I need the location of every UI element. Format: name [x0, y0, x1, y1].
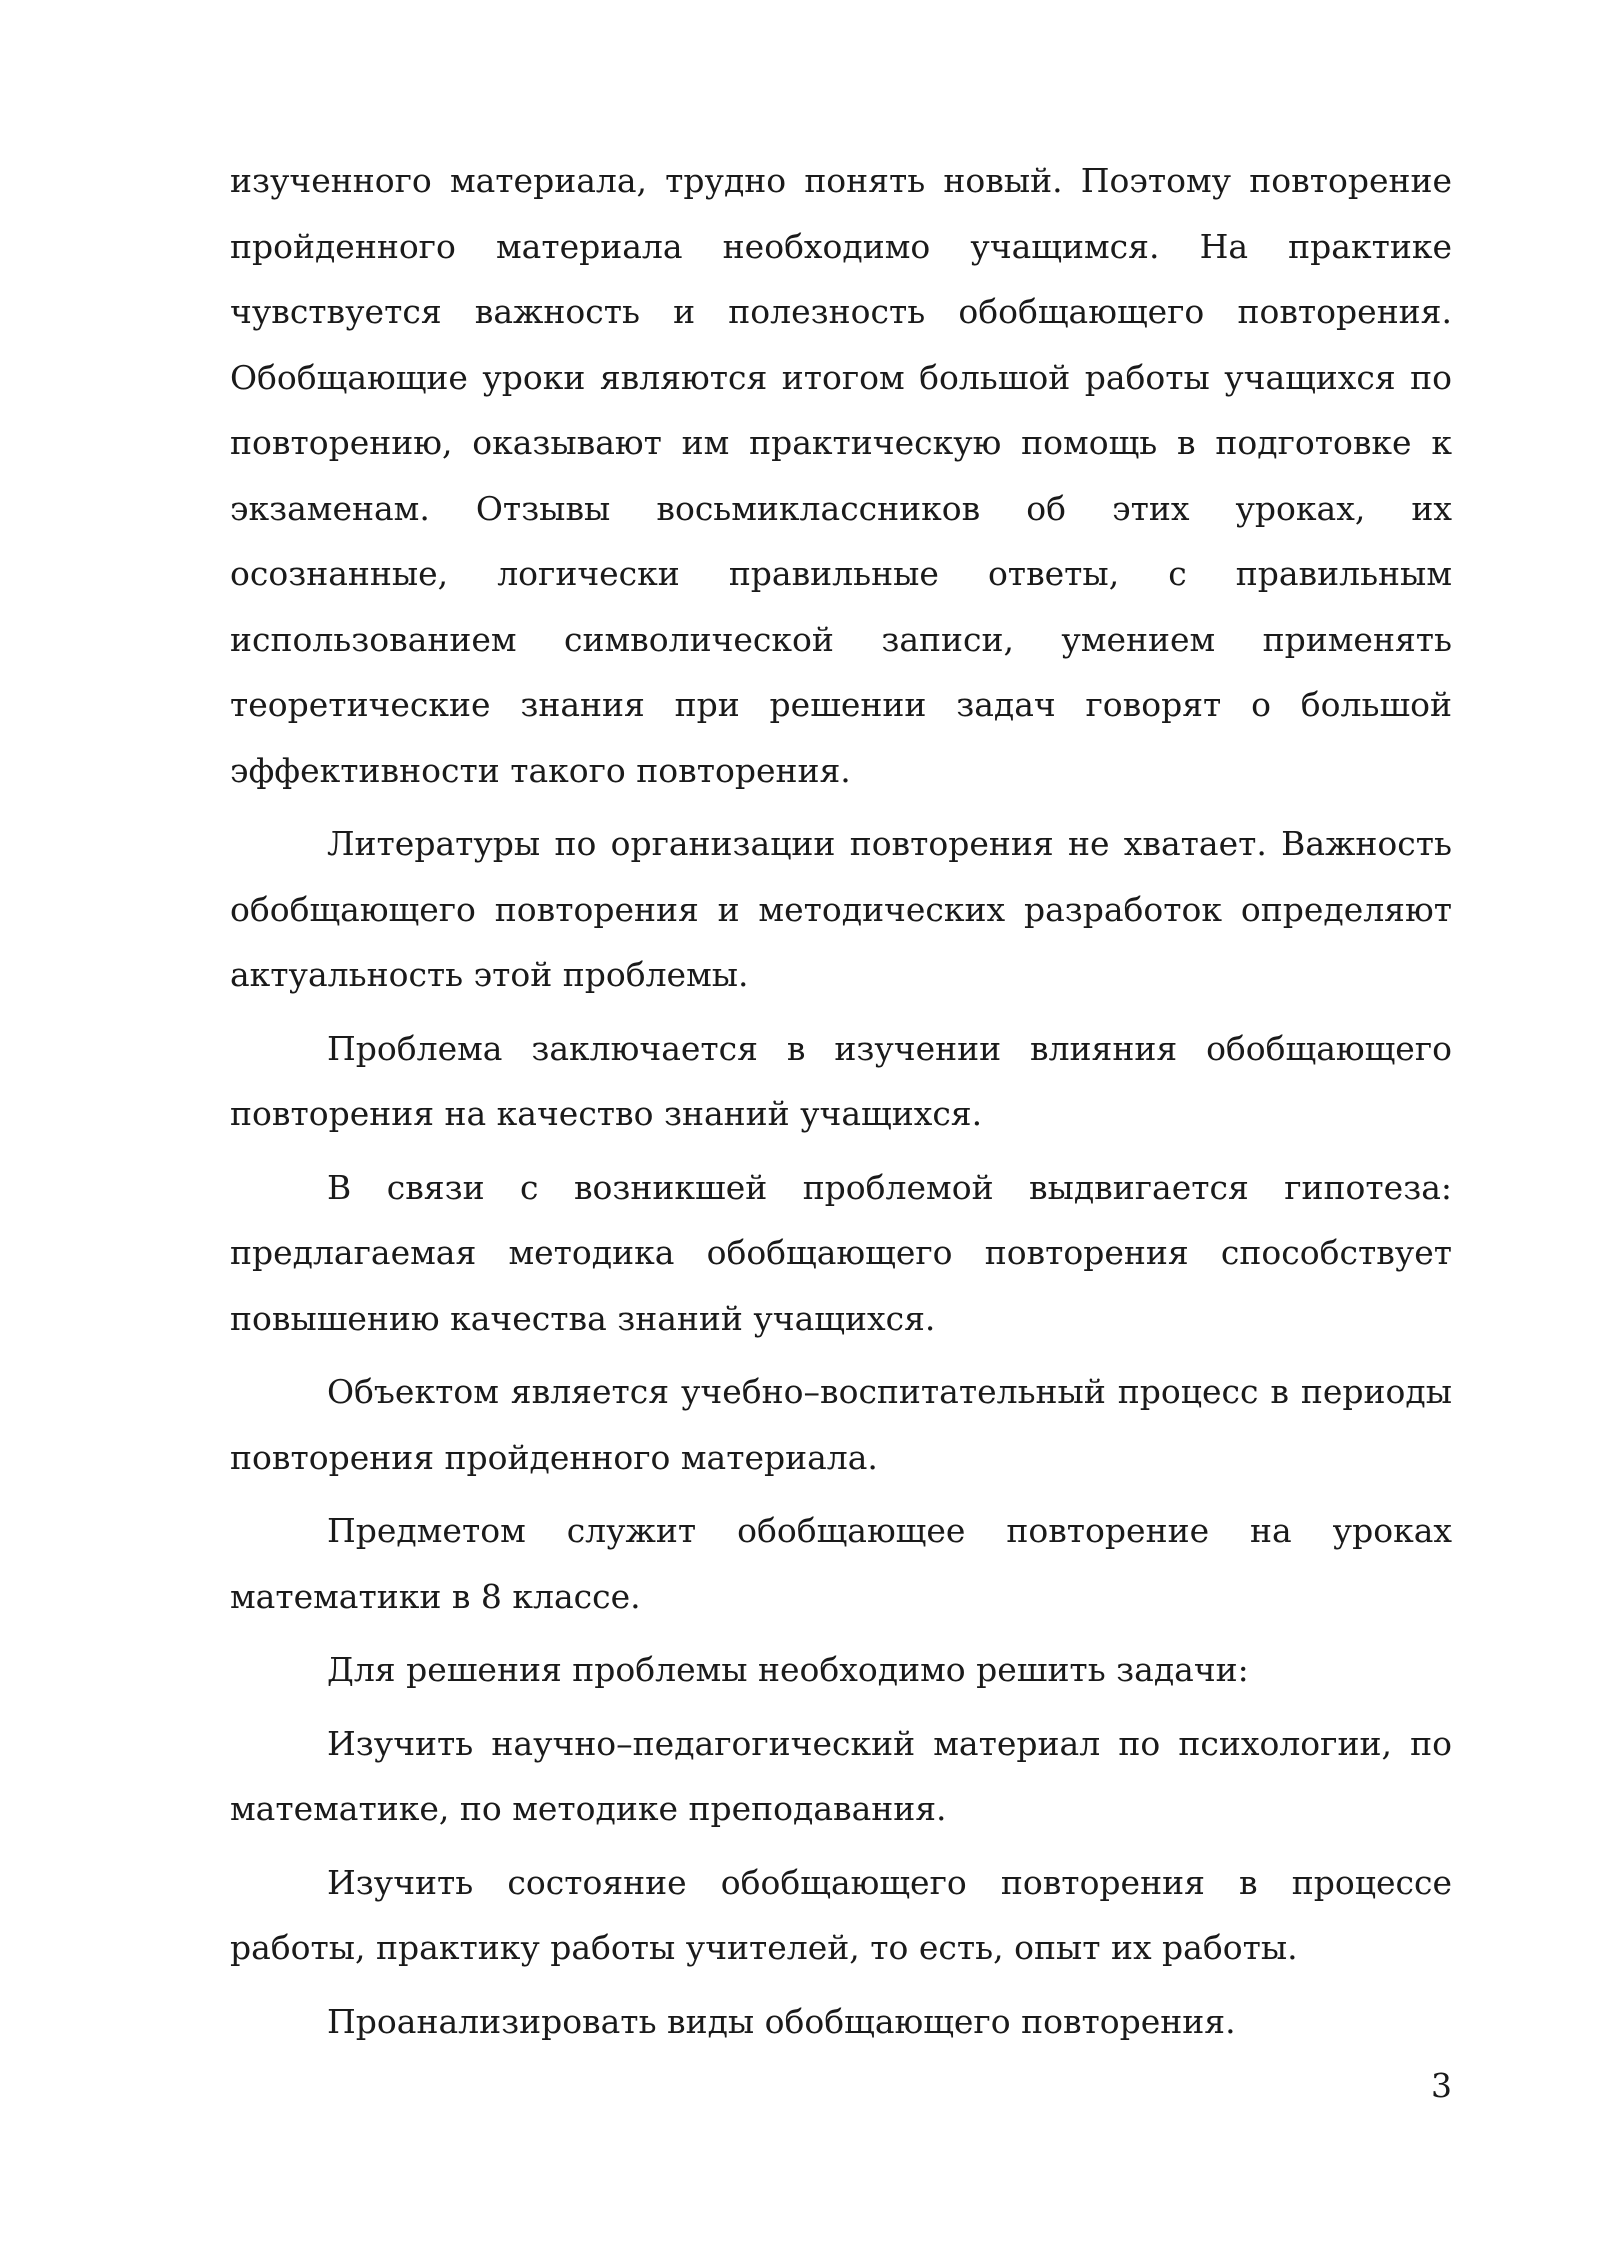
document-body [230, 148, 1452, 2062]
paragraph-5: Объектом является учебно–воспитательный процесс в периоды повторения пройденного материала. [230, 1372, 1452, 1477]
paragraph-7: Для решения проблемы необходимо решить задачи: [327, 1650, 1249, 1689]
paragraph-6: Предметом служит обобщающее повторение на уроках математики в 8 классе. [230, 1511, 1452, 1616]
paragraph-2: Литературы по организации повторения не хватает. Важность обобщающего повторения и методических разработок определяют актуальность этой проблемы. [230, 824, 1452, 994]
paragraph-4: В связи с возникшей проблемой выдвигается гипотеза: предлагаемая методика обобщающего повторения способствует повышению качества знаний учащихся. [230, 1167, 1452, 1338]
paragraph-3: Проблема заключается в изучении влияния обобщающего повторения на качество знаний учащихся. [230, 1028, 1452, 1133]
paragraph-10: Проанализировать виды обобщающего повторения. [327, 2001, 1236, 2041]
paragraph-1: изученного материала, трудно понять новый. Поэтому повторение пройденного материала необходимо учащимся. На практике чувствуется важность и полезность обобщающего повторения. Обобщающие уроки являются итогом большой работы учащихся по повторению, оказывают им практическую помощь в подготовке к экзаменам. Отзывы восьмиклассников об этих уроках, их осознанные, логически правильные ответы, с правильным использованием символической записи, умением применять теоретические знания при решении задач говорят о большой эффективности такого повторения. [230, 161, 1452, 790]
page-number: 3 [1431, 2066, 1452, 2105]
paragraph-8: Изучить научно–педагогический материал по психологии, по математике, по методике преподавания. [230, 1723, 1452, 1828]
paragraph-9: Изучить состояние обобщающего повторения в процессе работы, практику работы учителей, то есть, опыт их работы. [230, 1862, 1452, 1967]
